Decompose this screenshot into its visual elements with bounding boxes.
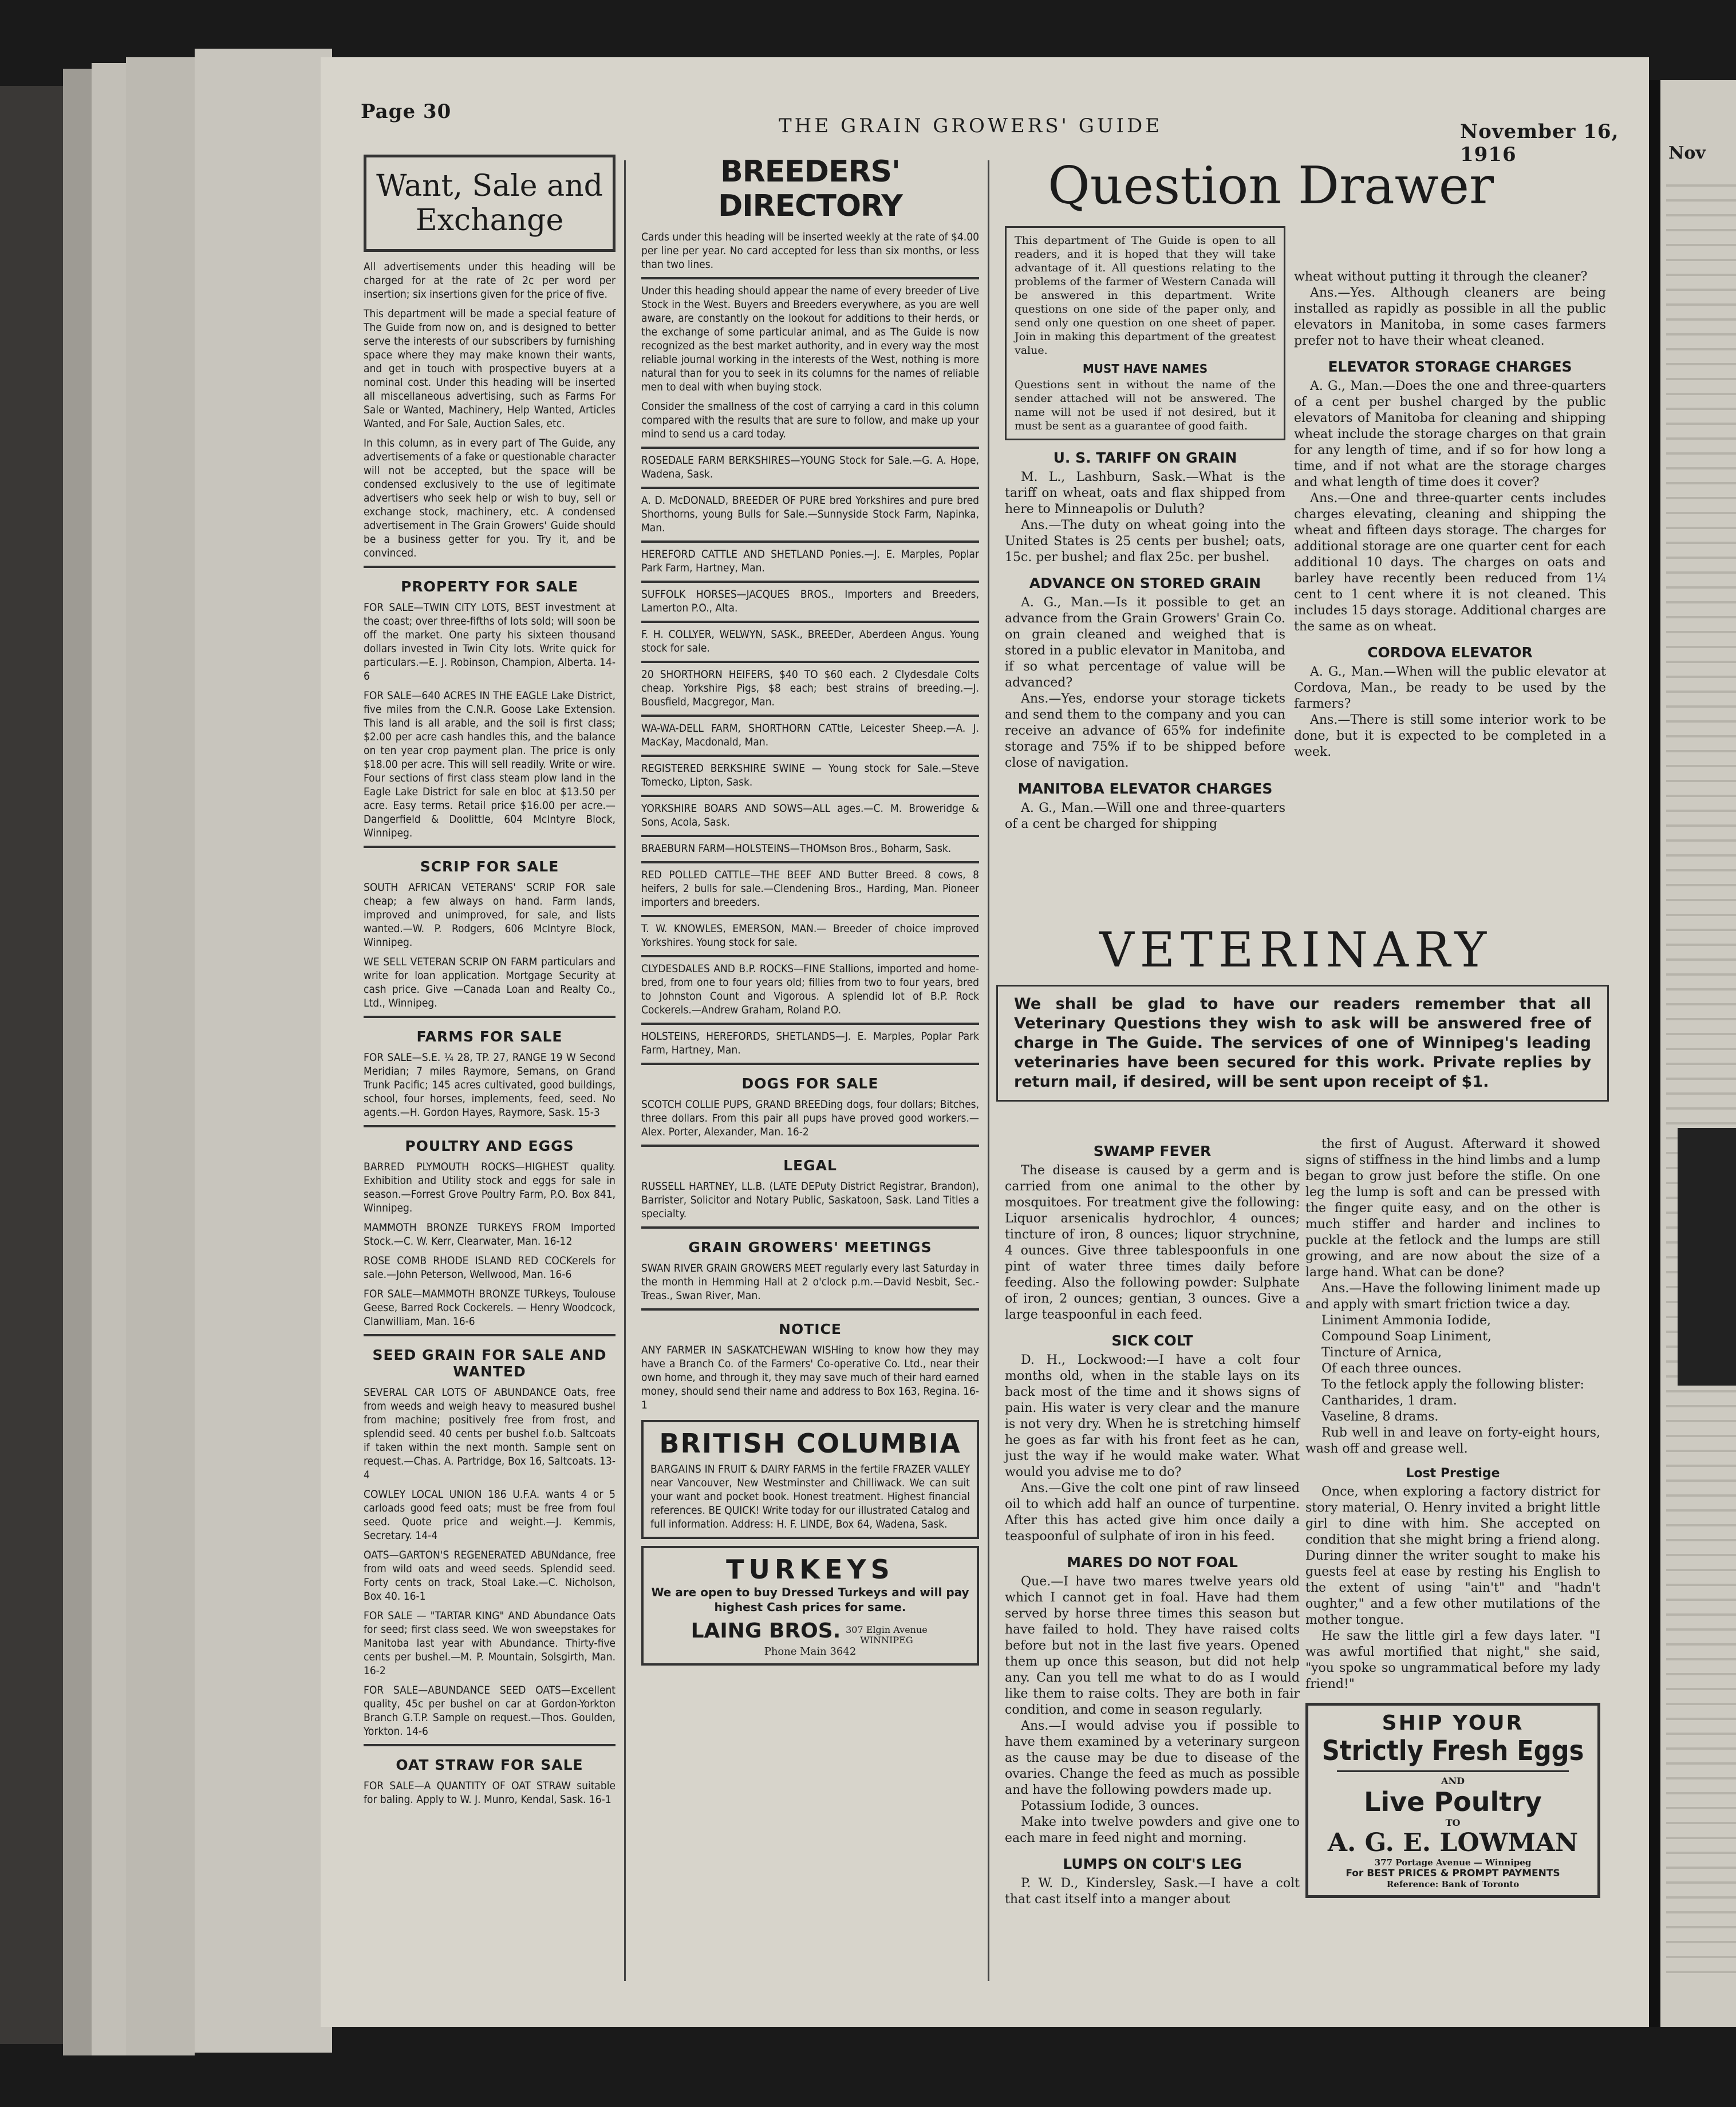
veterinary-col2 — [1305, 1137, 1600, 1898]
veterinary-paragraph: Ans.—I would advise you if possible to have them examined by a veterinary surgeon as the cause may be due to disease of the ovaries. Change the feed as much as possible and have the following powders made up. — [1005, 1719, 1300, 1797]
separator — [641, 661, 979, 663]
veterinary-paragraph: Potassium Iodide, 3 ounces. — [1021, 1799, 1200, 1813]
question-items — [1294, 358, 1606, 760]
section-heading: SCRIP FOR SALE — [420, 858, 559, 875]
separator — [364, 846, 616, 848]
veterinary-title: VETERINARY — [1099, 922, 1493, 978]
question-heading: U. S. TARIFF ON GRAIN — [1053, 449, 1237, 466]
breeder-card: SUFFOLK HORSES—JACQUES BROS., Importers and Breeders, Lamerton P.O., Alta. — [641, 588, 979, 614]
classified-ad: SEVERAL CAR LOTS OF ABUNDANCE Oats, free from weeds and weigh heavy to measured bushel from machine; positively free from frost, and splendid seed. 40 cents per bushel f.o.b. Saltcoats if taken within the next month. Sample sent on request.—Chas. A. Partridge, Box 16, Saltcoats. 13-4 — [364, 1386, 616, 1481]
prestige-paragraph: He saw the little girl a few days later. "I was awful mortified that night," she said, "you spoke so ungrammatical before my lady friend!" — [1305, 1629, 1600, 1691]
question-items — [1005, 449, 1285, 832]
breeder-card: HOLSTEINS, HEREFORDS, SHETLANDS—J. E. Marples, Poplar Park Farm, Hartney, Man. — [641, 1030, 979, 1056]
section-heading: PROPERTY FOR SALE — [401, 578, 578, 595]
separator — [641, 715, 979, 717]
classified-ad: FOR SALE—A QUANTITY OF OAT STRAW suitable for baling. Apply to W. J. Munro, Kendal, Sask. 16-1 — [364, 1779, 616, 1806]
separator — [641, 581, 979, 583]
laing-bros-address: 307 Elgin Avenue WINNIPEG — [846, 1624, 928, 1646]
separator — [641, 621, 979, 623]
separator — [364, 1334, 616, 1336]
separator — [641, 1308, 979, 1311]
eggs-ad-line4: For BEST PRICES & PROMPT PAYMENTS — [1346, 1868, 1560, 1879]
breeder-card: BRAEBURN FARM—HOLSTEINS—THOMson Bros., Boharm, Sask. — [641, 842, 952, 855]
section-heading: LEGAL — [783, 1157, 837, 1174]
veterinary-paragraph: D. H., Lockwood:—I have a colt four months old, when in the stable lays on its back most of the time and it shows signs of pain. His water is very clear and the manure is not very dry. When he is stretching himself he goes as far with his front feet as he can, just the way if he would make water. What would you advise me to do? — [1005, 1353, 1300, 1479]
classified-ad: FOR SALE—ABUNDANCE SEED OATS—Excellent quality, 45c per bushel on car at Gordon-Yorkton Branch G.T.P. Sample on request.—Thos. Goulden, Yorkton. 14-6 — [364, 1684, 616, 1738]
veterinary-paragraph: P. W. D., Kindersley, Sask.—I have a colt that cast itself into a manger about — [1005, 1876, 1300, 1907]
answer-continued: Ans.—Yes. Although cleaners are being installed as rapidly as possible in all the public elevators in Manitoba, in some cases farmers prefer not to have their wheat cleaned. — [1294, 286, 1606, 348]
veterinary-paragraph: To the fetlock apply the following blister: — [1321, 1378, 1584, 1392]
column-rule — [988, 160, 989, 1981]
page-stack-edge — [195, 49, 332, 2053]
question-continued: wheat without putting it through the cleaner? — [1294, 270, 1588, 284]
separator — [641, 540, 979, 543]
section-heading: GRAIN GROWERS' MEETINGS — [688, 1239, 932, 1256]
want-sale-title: Want, Sale and Exchange — [376, 169, 603, 238]
section-heading: OAT STRAW FOR SALE — [396, 1757, 583, 1773]
question-drawer-info: This department of The Guide is open to all readers, and it is hoped that they will take advantage of it. All questions relating to the problems of the farmer of Western Canada will be answered in this department. Write questions on one side of the paper only, and send only one question on one sheet of paper. Join in making this department of the greatest value. — [1015, 234, 1276, 357]
classified-ad: MAMMOTH BRONZE TURKEYS FROM Imported Stock.—C. W. Kerr, Clearwater, Man. 16-12 — [364, 1221, 616, 1248]
separator — [364, 1125, 616, 1127]
breeder-card: YORKSHIRE BOARS AND SOWS—ALL ages.—C. M. Broweridge & Sons, Acola, Sask. — [641, 802, 979, 828]
veterinary-info: We shall be glad to have our readers remember that all Veterinary Questions they wish to ask will be answered free of charge in The Guide. The services of one of Winnipeg's leading veterinaries have been secured for this work. Private replies by return mail, if desired, will be sent upon receipt of $1. — [1014, 995, 1591, 1091]
veterinary-paragraph: Make into twelve powders and give one to each mare in feed night and morning. — [1005, 1815, 1300, 1845]
issue-date: November 16, 1916 — [1460, 120, 1619, 166]
veterinary-paragraph: Que.—I have two mares twelve years old which I cannot get in foal. Have had them served by horse three times this season but have failed to hold. They have raised colts before but not in the last five years. Opened them up once this season, but did not help any. Can you tell me what to do as I would like them to raise colts. They are both in fair condition, and come in season regularly. — [1005, 1575, 1300, 1717]
laing-bros-name: LAING BROS. — [691, 1619, 841, 1643]
separator — [364, 1744, 616, 1746]
question-heading: ELEVATOR STORAGE CHARGES — [1328, 358, 1572, 375]
veterinary-info-box — [996, 985, 1609, 1102]
separator — [641, 755, 979, 757]
breeder-card: ROSEDALE FARM BERKSHIRES—YOUNG Stock for Sale.—G. A. Hope, Wadena, Sask. — [641, 454, 979, 480]
separator — [364, 566, 616, 568]
veterinary-paragraph: The disease is caused by a germ and is carried from one animal to the other by mosquitoes. For treatment give the following: Liquor arsenicalis hydrochlor, 4 ounces; tincture of iron, 8 ounces; liquor strychnine, 4 ounces. Give three tablespoonfuls in one pint of water three times daily before feeding. Also the following powder: Sulphate of iron, 2 ounces; gentian, 3 ounces. Give a large teaspoonful in each feed. — [1005, 1163, 1300, 1322]
separator — [641, 795, 979, 797]
classified-ad: COWLEY LOCAL UNION 186 U.F.A. wants 4 or 5 carloads good feed oats; must be free from foul seed. Quote price and weight.—J. Kemmis, Secretary. 14-4 — [364, 1488, 616, 1542]
breeder-card: 20 SHORTHORN HEIFERS, $40 TO $60 each. 2 Clydesdale Colts cheap. Yorkshire Pigs, $8 each; best strains of breeding.—J. Bousfield, Macgregor, Man. — [641, 668, 979, 708]
question-drawer-col2 — [1294, 269, 1606, 760]
classified-ad: SWAN RIVER GRAIN GROWERS MEET regularly every last Saturday in the month in Hemming Hall at 2 o'clock p.m.—David Nesbit, Sec.-Treas., Swan River, Man. — [641, 1262, 979, 1302]
breeder-cards — [641, 453, 979, 1065]
page-30 — [321, 57, 1649, 2027]
question-text: A. G., Man.—Does the one and three-quarters of a cent per bushel charged by the public elevators of Manitoba for cleaning and shipping wheat include the storage charges on that grain for any length of time, and if so for how long a time, and if not what are the storage charges and what length of time does it cover? — [1294, 379, 1606, 490]
classified-ad: ROSE COMB RHODE ISLAND RED COCKerels for sale.—John Peterson, Wellwood, Man. 16-6 — [364, 1254, 616, 1281]
eggs-ad-to: TO — [1445, 1817, 1461, 1828]
eggs-ad-line1: SHIP YOUR — [1382, 1711, 1524, 1735]
breeders-column — [641, 155, 979, 1666]
classified-ad: FOR SALE—MAMMOTH BRONZE TURkeys, Toulouse Geese, Barred Rock Cockerels. — Henry Woodcock, Clanwilliam, Man. 16-6 — [364, 1288, 616, 1328]
eggs-ad-name: A. G. E. LOWMAN — [1327, 1828, 1579, 1857]
veterinary-items — [1005, 1143, 1300, 1908]
british-columbia-ad — [641, 1420, 979, 1539]
question-text: A. G., Man.—Is it possible to get an advance from the Grain Growers' Grain Co. on grain cleaned and weighed that is stored in a public elevator in Manitoba, and if so what percentage of value will be advanced? — [1005, 595, 1285, 690]
breeder-card: REGISTERED BERKSHIRE SWINE — Young stock for Sale.—Steve Tomecko, Lipton, Sask. — [641, 762, 979, 788]
separator — [364, 1016, 616, 1018]
classified-ad: FOR SALE—TWIN CITY LOTS, BEST investment at the coast; over three-fifths of lots sold; will soon be off the market. One party his sixteen thousand dollars invested in Twin City lots. Write quick for particulars.—E. J. Robinson, Champion, Alberta. 14-6 — [364, 601, 616, 682]
laing-bros-phone: Phone Main 3642 — [764, 1645, 857, 1658]
veterinary-col1 — [1005, 1134, 1300, 1908]
breeders-intro: Cards under this heading will be inserted weekly at the rate of $4.00 per line per year. No card accepted for less than six months, or less than two lines. — [641, 231, 979, 271]
question-drawer-title: Question Drawer — [1048, 156, 1494, 216]
right-page-image-fragment — [1678, 1128, 1736, 1386]
eggs-ad-reference: Reference: Bank of Toronto — [1386, 1879, 1520, 1889]
classified-ad: RUSSELL HARTNEY, LL.B. (LATE DEPuty District Registrar, Brandon), Barrister, Solicitor and Notary Public, Saskatoon, Sask. Land Titles a specialty. — [641, 1180, 979, 1220]
breeder-card: T. W. KNOWLES, EMERSON, MAN.— Breeder of choice improved Yorkshires. Young stock for sale. — [641, 922, 979, 949]
question-drawer-col1 — [1005, 226, 1285, 832]
veterinary-paragraph: Tincture of Arnica, — [1321, 1346, 1442, 1360]
veterinary-paragraph: Of each three ounces. — [1321, 1362, 1462, 1376]
veterinary-paragraph: Compound Soap Liniment, — [1321, 1329, 1492, 1344]
veterinary-heading: SWAMP FEVER — [1093, 1143, 1212, 1159]
classified-sections — [364, 566, 616, 1806]
breeder-card: WA-WA-DELL FARM, SHORTHORN CATtle, Leicester Sheep.—A. J. MacKay, Macdonald, Man. — [641, 722, 979, 748]
page-number: Page 30 — [361, 100, 452, 123]
section-heading: POULTRY AND EGGS — [405, 1138, 574, 1154]
lost-prestige-story — [1305, 1484, 1600, 1692]
answer-text: Ans.—Yes, endorse your storage tickets and send them to the company and you can receive an advance of 65% for indefinite storage and 75% if to be shipped before close of navigation. — [1005, 692, 1285, 770]
breeders-text: Under this heading should appear the name of every breeder of Live Stock in the West. Buyers and Breeders everywhere, as you are well aware, are constantly on the lookout for additions to their herds, or the exchange of some particular animal, and as The Guide is now recognized as the best market authority, and in every way the most reliable journal working in the interests of the West, nothing is more natural than for you to seek in its columns for the names of reliable men to deal with when buying stock. — [641, 285, 979, 393]
column-rule — [624, 160, 626, 1981]
want-sale-column — [364, 155, 616, 1812]
question-text: A. G., Man.—When will the public elevator at Cordova, Man., be ready to be used by the farmers? — [1294, 665, 1606, 711]
classified-ad: FOR SALE—S.E. ¼ 28, TP. 27, RANGE 19 W Second Meridian; 7 miles Raymore, Semans, on Grand Trunk Pacific; 145 acres cultivated, good buildings, school, four horses, implements, feed, seed. No agents.—H. Gordon Hayes, Raymore, Sask. 15-3 — [364, 1051, 616, 1119]
veterinary-paragraph: Liniment Ammonia Iodide, — [1321, 1313, 1492, 1328]
section-heading: NOTICE — [779, 1321, 842, 1337]
separator — [641, 277, 979, 279]
turkeys-title: TURKEYS — [726, 1554, 894, 1585]
eggs-ad-line3: Live Poultry — [1364, 1786, 1542, 1817]
page-stack-edge — [92, 63, 126, 2055]
question-heading: MANITOBA ELEVATOR CHARGES — [1017, 780, 1273, 797]
classified-ad: BARRED PLYMOUTH ROCKS—HIGHEST quality. Exhibition and Utility stock and eggs for sale in season.—Forrest Grove Poultry Farm, P.O. Box 841, Winnipeg. — [364, 1161, 616, 1214]
classified-ad: FOR SALE—640 ACRES IN THE EAGLE Lake District, five miles from the C.N.R. Goose Lake Extension. This land is all arable, and the soil is first class; $2.00 per acre cash handles this, and the balance on ten year crop payment plan. The price is only $18.00 per acre. This will sell readily. Write or wire. Four sections of first class steam plow land in the Eagle Lake District for sale en bloc at $13.50 per acre. Easy terms. Retail price $16.00 per acre.—Dangerfield & Doolittle, 604 McIntyre Block, Winnipeg. — [364, 689, 616, 839]
answer-text: Ans.—There is still some interior work to be done, but it is expected to be completed in a week. — [1294, 713, 1606, 759]
publication-title: THE GRAIN GROWERS' GUIDE — [779, 115, 1163, 137]
separator — [641, 1145, 979, 1147]
veterinary-paragraph: Ans.—Have the following liniment made up and apply with smart friction twice a day. — [1305, 1281, 1600, 1312]
veterinary-heading: LUMPS ON COLT'S LEG — [1063, 1856, 1242, 1872]
answer-text: Ans.—One and three-quarter cents includes charges elevating, cleaning and shipping the wheat and fifteen days storage. The charges for additional storage are one quarter cent for each additional 10 days. The charges on oats and barley have recently been reduced from 1¼ cent to 1 cent where it is not cleaned. This includes 15 days storage. Additional charges are the same as on wheat. — [1294, 491, 1606, 634]
question-drawer-info-box — [1005, 226, 1285, 440]
separator — [641, 955, 979, 957]
bc-title: BRITISH COLUMBIA — [659, 1428, 961, 1459]
veterinary-heading: SICK COLT — [1111, 1332, 1193, 1349]
gutter — [1649, 80, 1660, 2027]
classified-ad: WE SELL VETERAN SCRIP ON FARM particulars and write for loan application. Mortgage Security at cash price. Give —Canada Loan and Realty Co., Ltd., Winnipeg. — [364, 956, 616, 1009]
classified-ad: ANY FARMER IN SASKATCHEWAN WISHing to know how they may have a Branch Co. of the Farmers' Co-operative Co. Ltd., near their own home, and through it, they may save much of their hard earned money, should send their name and address to Box 163, Regina. 16-1 — [641, 1344, 979, 1411]
veterinary-heading: MARES DO NOT FOAL — [1067, 1554, 1238, 1571]
lost-prestige-heading: Lost Prestige — [1406, 1466, 1500, 1481]
veterinary-paragraph: the first of August. Afterward it showed signs of stiffness in the hind limbs and a lump began to grow just before the stifle. On one leg the lump is soft and can be pressed with the finger quite easy, and on the other is much stiffer and harder and inclines to puckle at the fetlock and the lumps are still growing, and are now about the size of a large hand. What can be done? — [1305, 1137, 1600, 1280]
want-sale-text: In this column, as in every part of The Guide, any advertisements of a fake or questionable character will not be accepted, but the space will be condensed exclusively to the use of legitimate advertisers who seek help or wish to buy, sell or exchange stock, machinery, etc. A condensed advertisement in The Grain Growers' Guide should be a business getter for you. Try it, and be convinced. — [364, 437, 616, 559]
question-heading: ADVANCE ON STORED GRAIN — [1029, 575, 1261, 591]
question-heading: CORDOVA ELEVATOR — [1367, 644, 1533, 661]
veterinary-paragraph: Rub well in and leave on forty-eight hours, wash off and grease well. — [1305, 1426, 1600, 1456]
breeder-card: RED POLLED CATTLE—THE BEEF AND Butter Breed. 8 cows, 8 heifers, 2 bulls for sale.—Clendening Bros., Harding, Man. Pioneer importers and breeders. — [641, 869, 979, 909]
breeder-card: F. H. COLLYER, WELWYN, SASK., BREEDer, Aberdeen Angus. Young stock for sale. — [641, 628, 979, 654]
separator — [641, 487, 979, 489]
separator — [641, 1063, 979, 1065]
left-book-edge — [0, 86, 69, 2044]
turkeys-text: We are open to buy Dressed Turkeys and will pay highest Cash prices for same. — [651, 1585, 969, 1614]
classified-ad: SCOTCH COLLIE PUPS, GRAND BREEDing dogs, four dollars; Bitches, three dollars. From this pair all pups have proved good workers.—Alex. Porter, Alexander, Man. 16-2 — [641, 1098, 979, 1138]
section-heading: DOGS FOR SALE — [741, 1075, 879, 1092]
eggs-poultry-ad — [1305, 1703, 1600, 1898]
question-text: A. G., Man.—Will one and three-quarters of a cent be charged for shipping — [1005, 801, 1285, 831]
want-sale-title-box — [364, 155, 616, 252]
right-page-header: Nov — [1668, 143, 1706, 163]
page-stack-edge — [63, 69, 92, 2055]
separator — [641, 835, 979, 837]
classified-ad: OATS—GARTON'S REGENERATED ABUNdance, free from wild oats and weed seeds. Splendid seed. Forty cents on track, Stoal Lake.—C. Nicholson, Box 40. 16-1 — [364, 1549, 616, 1603]
classified-ad: FOR SALE — "TARTAR KING" AND Abundance Oats for seed; first class seed. We won sweepstakes for Manitoba last year with Abundance. Thirty-five cents per bushel.—M. P. Mountain, Solsgirth, Man. 16-2 — [364, 1609, 616, 1677]
page-stack-edge — [126, 57, 195, 2055]
bc-text: BARGAINS IN FRUIT & DAIRY FARMS in the fertile FRAZER VALLEY near Vancouver, New Westminster and Chilliwack. We can suit your want and pocket book. Honest treatment. Highest financial references. BE QUICK! Write today for our illustrated Catalog and full information. Address: H. F. LINDE, Box 64, Wadena, Sask. — [650, 1463, 970, 1530]
breeder-card: HEREFORD CATTLE AND SHETLAND Ponies.—J. E. Marples, Poplar Park Farm, Hartney, Man. — [641, 548, 979, 574]
question-text: M. L., Lashburn, Sask.—What is the tariff on wheat, oats and flax shipped from here to Minneapolis or Duluth? — [1005, 470, 1285, 516]
eggs-ad-line2: Strictly Fresh Eggs — [1321, 1735, 1584, 1767]
veterinary-paragraph: Cantharides, 1 dram. — [1321, 1394, 1457, 1408]
want-sale-text: This department will be made a special feature of The Guide from now on, and is designed to better serve the interests of our subscribers by furnishing space where they may make known their wants, and get in touch with prospective buyers at a nominal cost. Under this heading will be inserted all miscellaneous advertising, such as Farms For Sale or Wanted, Machinery, Help Wanted, Articles Wanted, and For Sale, Auction Sales, etc. — [364, 307, 616, 430]
section-heading: SEED GRAIN FOR SALE AND WANTED — [372, 1347, 607, 1380]
classified-ad: SOUTH AFRICAN VETERANS' SCRIP FOR sale cheap; a few always on hand. Farm lands, improved and unimproved, for sale, and lists wanted.—W. P. Rodgers, 606 McIntyre Block, Winnipeg. — [364, 881, 616, 949]
answer-text: Ans.—The duty on wheat going into the United States is 25 cents per bushel; oats, 15c. per bushel; and flax 25c. per bushel. — [1005, 518, 1285, 565]
breeder-card: A. D. McDONALD, BREEDER OF PURE bred Yorkshires and pure bred Shorthorns, young Bulls for Sale.—Sunnyside Stock Farm, Napinka, Man. — [641, 494, 979, 534]
section-heading: FARMS FOR SALE — [416, 1028, 563, 1045]
breeder-card: CLYDESDALES AND B.P. ROCKS—FINE Stallions, imported and home-bred, from one to four years old; fillies from two to four years, bred to Johnston Count and Vigorous. A splendid lot of B.P. Rock Cockerels.—Andrew Graham, Roland P.O. — [641, 962, 979, 1016]
veterinary-paragraph: Vaseline, 8 drams. — [1321, 1410, 1439, 1424]
veterinary-continued — [1305, 1137, 1600, 1457]
breeders-title: BREEDERS' DIRECTORY — [718, 155, 902, 223]
breeders-text: Consider the smallness of the cost of carrying a card in this column compared with the results that are sure to follow, and make up your mind to send us a card today. — [641, 400, 979, 440]
separator — [641, 447, 979, 449]
separator — [641, 915, 979, 917]
prestige-paragraph: Once, when exploring a factory district for story material, O. Henry invited a bright little girl to dine with him. She accepted on condition that she might bring a friend along. During dinner the writer sought to make his guests feel at ease by resting his English to the extent of using "ain't" and "hadn't oughter," and a few other mutilations of the mother tongue. — [1305, 1485, 1600, 1627]
separator — [641, 861, 979, 863]
eggs-ad-address: 377 Portage Avenue — Winnipeg — [1374, 1857, 1532, 1868]
right-page-fragment — [1660, 80, 1736, 2027]
separator — [641, 1226, 979, 1229]
must-have-names-heading: MUST HAVE NAMES — [1082, 362, 1208, 376]
eggs-ad-and: AND — [1441, 1775, 1465, 1786]
turkeys-ad — [641, 1546, 979, 1666]
want-sale-intro: All advertisements under this heading will be charged for at the rate of 2c per word per insertion; six insertions given for the price of five. — [364, 261, 616, 301]
right-page-text-fragment — [1666, 172, 1736, 1975]
veterinary-paragraph: Ans.—Give the colt one pint of raw linseed oil to which add half an ounce of turpentine. After this has acted give him once daily a teaspoonful of sulphate of iron in his feed. — [1005, 1481, 1300, 1544]
must-have-names-text: Questions sent in without the name of the sender attached will not be answered. The name will not be used if not desired, but it must be sent as a guarantee of good faith. — [1015, 378, 1276, 432]
separator — [641, 1023, 979, 1025]
